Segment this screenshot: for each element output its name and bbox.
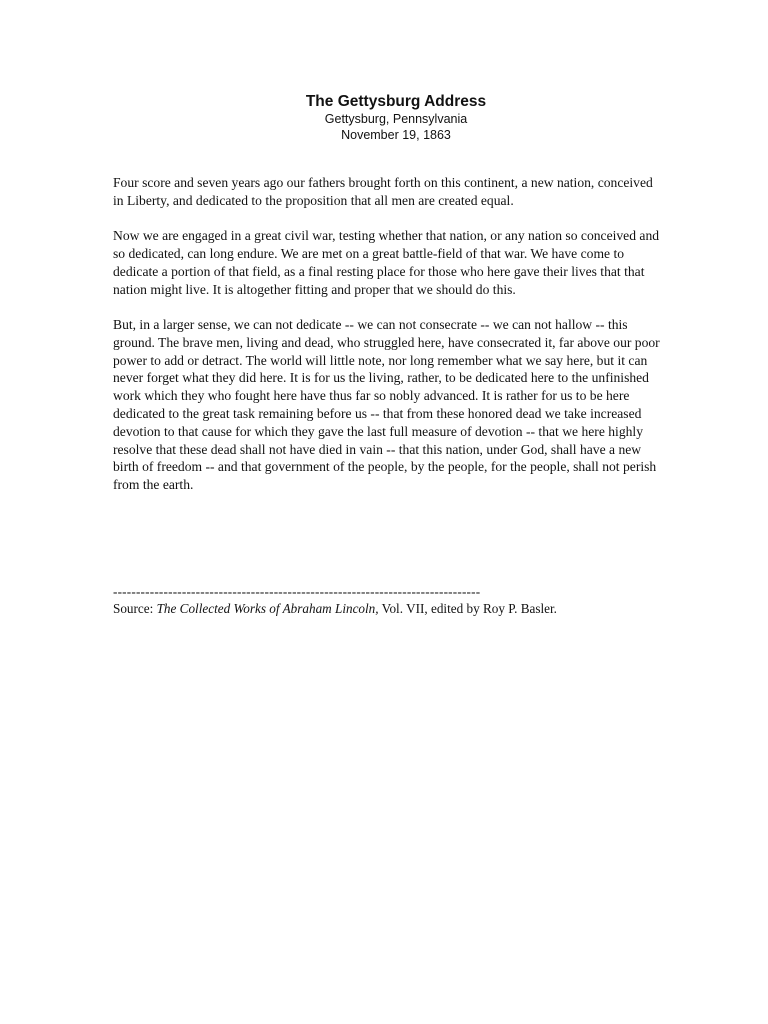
document-header — [0, 93, 768, 143]
paragraph: Now we are engaged in a great civil war, testing whether that nation, or any nation so conceived and so dedicated, can long endure. We are met on a great battle-field of that war. We have come to dedicate a portion of that field, as a final resting place for those who here gave their lives that that nation might live. It is altogether fitting and proper that we should do this. — [113, 228, 660, 297]
source-citation — [113, 600, 673, 617]
paragraph: But, in a larger sense, we can not dedicate -- we can not consecrate -- we can not hallow -- this ground. The brave men, living and dead, who struggled here, have consecrated it, far above our poor power to add or detract. The world will little note, nor long remember what we say here, but it can never forget what they did here. It is for us the living, rather, to be dedicated here to the unfinished work which they who fought here have thus far so nobly advanced. It is rather for us to be here dedicated to the great task remaining before us -- that from these honored dead we take increased devotion to that cause for which they gave the last full measure of devotion -- that we here highly resolve that these dead shall not have died in vain -- that this nation, under God, shall have a new birth of freedom -- and that government of the people, by the people, for the people, shall not perish from the earth. — [113, 316, 660, 493]
source-label: Source: — [113, 601, 157, 616]
source-details: Vol. VII, edited by Roy P. Basler. — [378, 601, 557, 616]
document-date: November 19, 1863 — [341, 128, 451, 142]
document-footer — [113, 583, 673, 617]
document-location: Gettysburg, Pennsylvania — [324, 112, 468, 126]
source-work-title: The Collected Works of Abraham Lincoln, — [156, 601, 379, 616]
document-title: The Gettysburg Address — [305, 93, 487, 110]
document-body — [113, 174, 665, 512]
footnote-divider: -------------------------------------------------------------------------------- — [113, 584, 481, 599]
paragraph: Four score and seven years ago our fathers brought forth on this continent, a new nation, conceived in Liberty, and dedicated to the proposition that all men are created equal. — [113, 175, 653, 208]
